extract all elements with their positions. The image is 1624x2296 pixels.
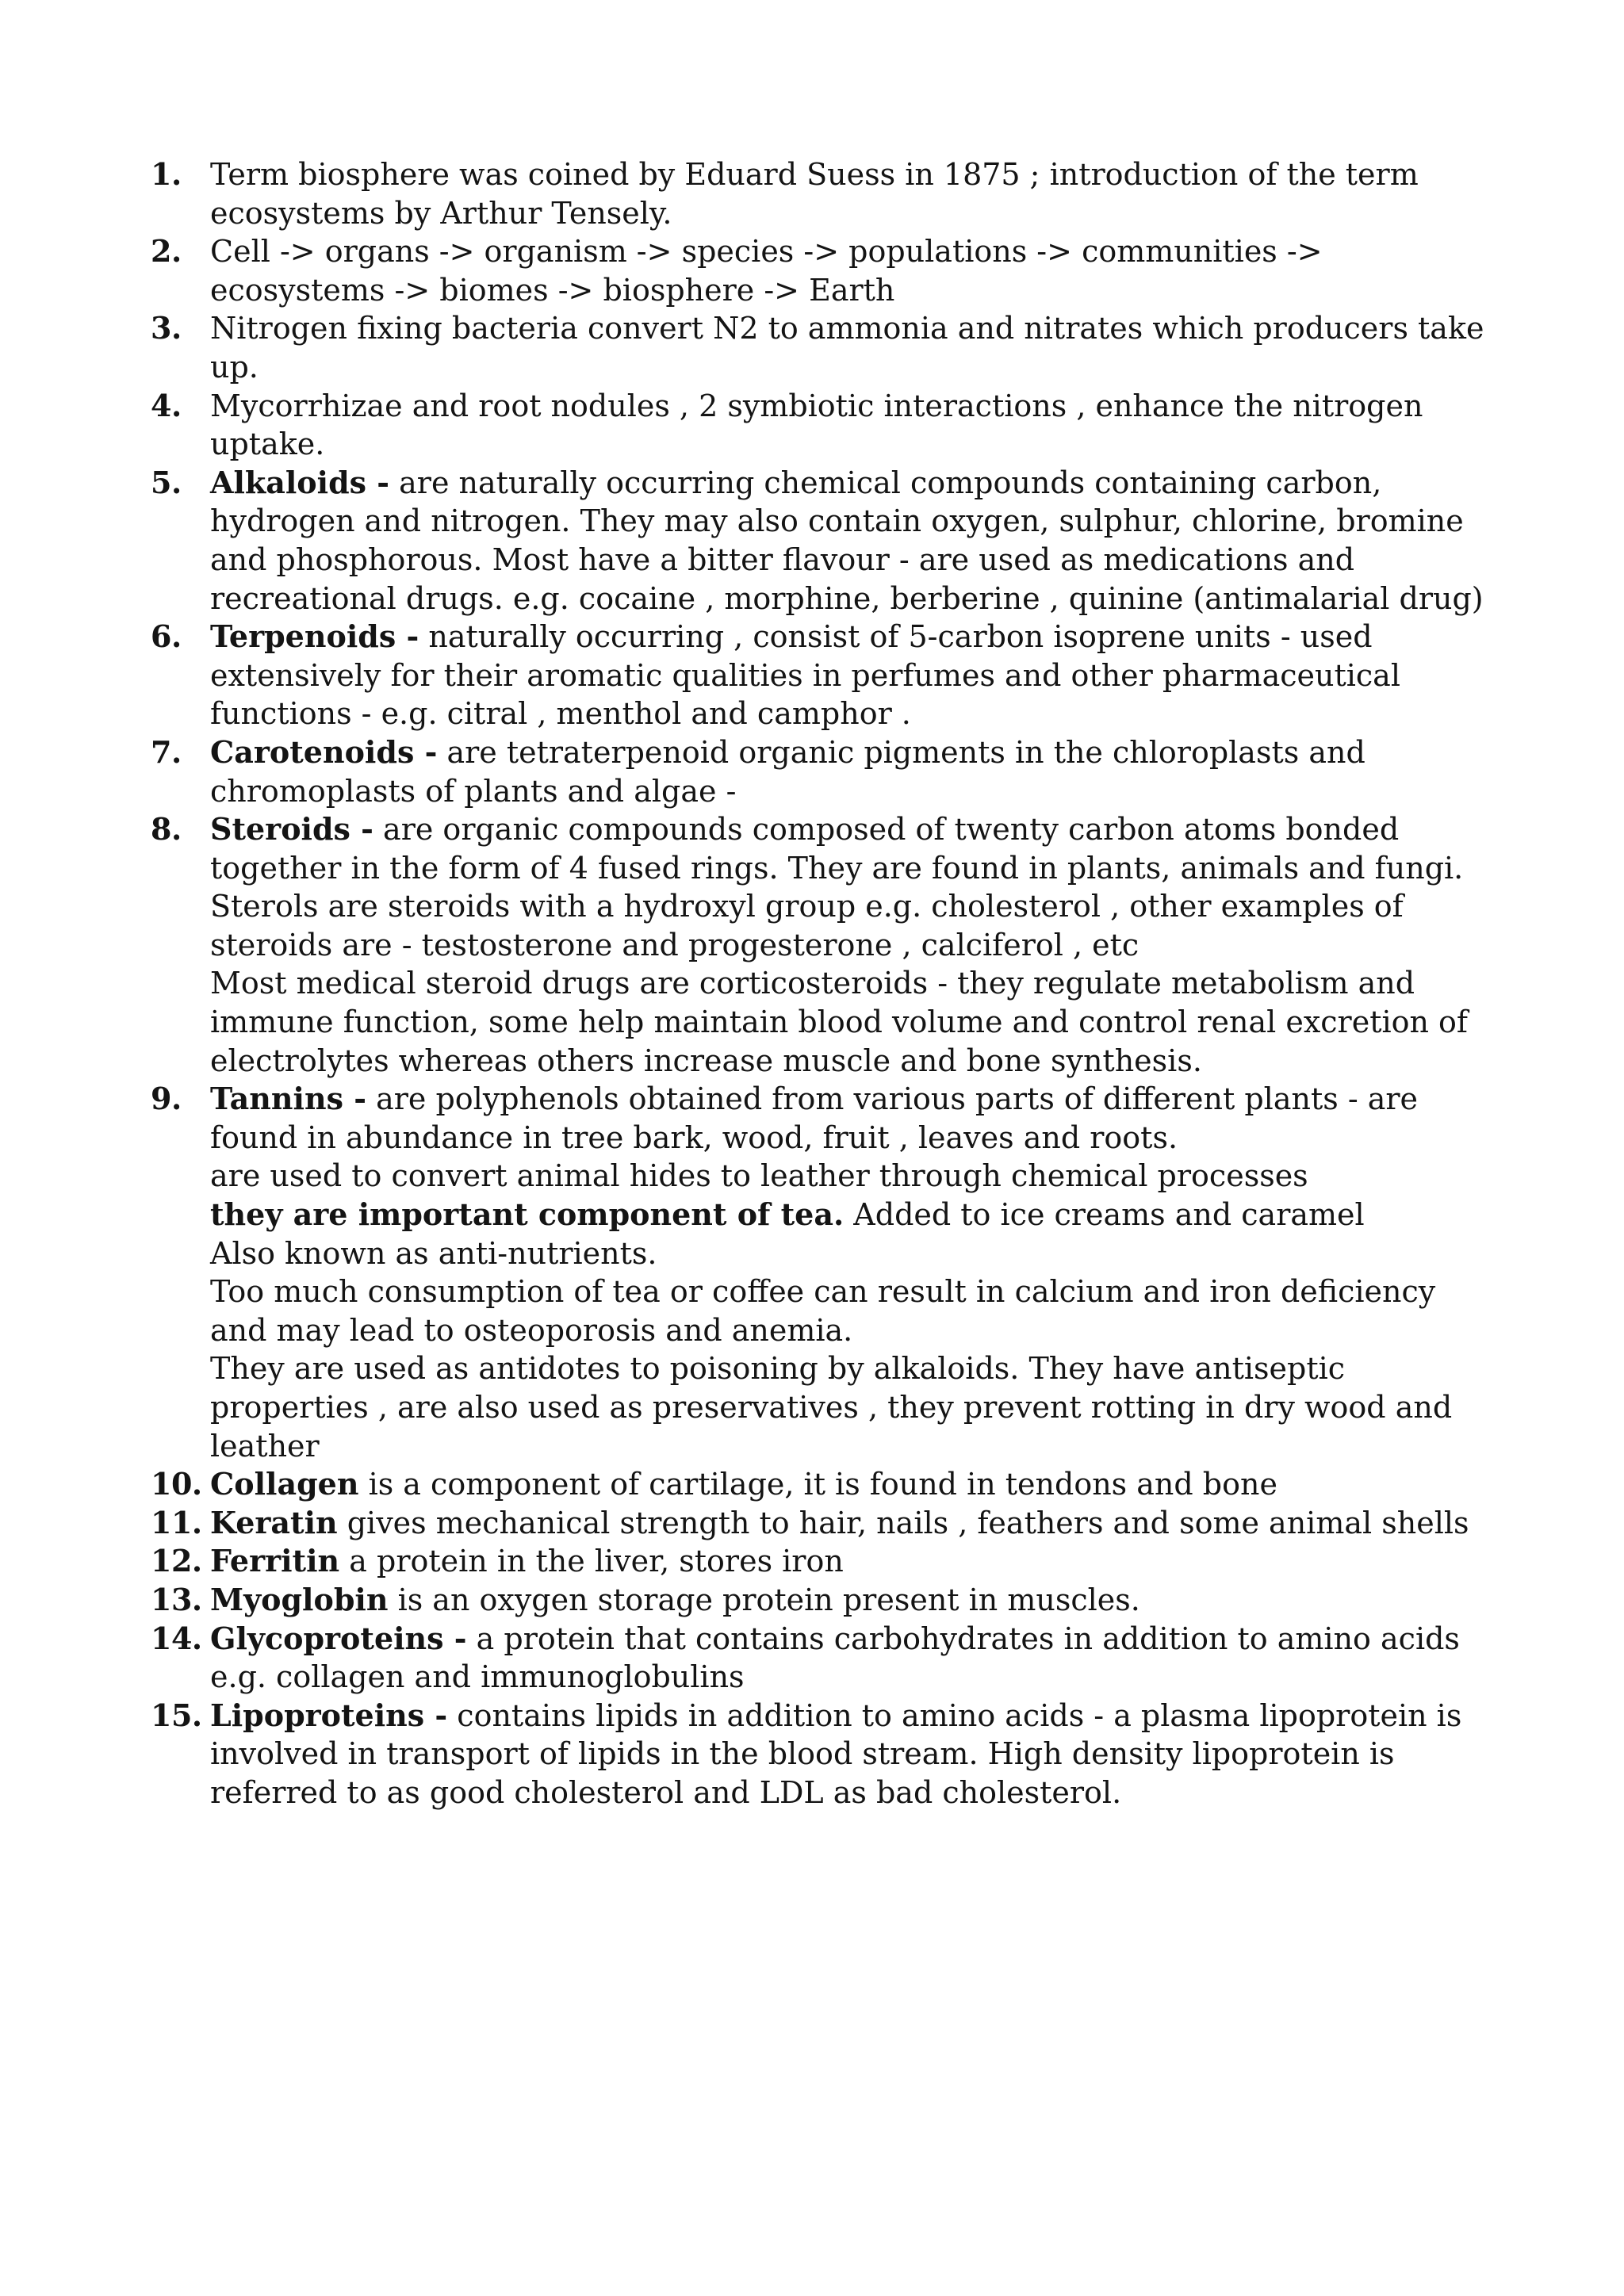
note-term: Tannins - xyxy=(210,1081,366,1117)
note-number: 7. xyxy=(151,733,182,770)
note-number: 14. xyxy=(151,1620,202,1656)
note-term: Glycoproteins - xyxy=(210,1620,467,1656)
note-number: 2. xyxy=(151,233,182,270)
note-term: Ferritin xyxy=(210,1543,340,1579)
note-number: 8. xyxy=(151,811,182,848)
note-term: Collagen xyxy=(210,1466,359,1502)
note-item-13 xyxy=(151,1581,1499,1620)
note-extra-line: Also known as anti-nutrients. xyxy=(210,1235,657,1271)
note-number: 10. xyxy=(151,1466,202,1502)
note-item-12 xyxy=(151,1542,1499,1581)
note-number: 1. xyxy=(151,156,182,192)
note-item-10 xyxy=(151,1465,1499,1504)
note-term: Terpenoids - xyxy=(210,618,419,655)
note-extra-line: They are used as antidotes to poisoning by alkaloids. They have antiseptic properties , are also used as preservatives , they prevent rotting in dry wood and leather xyxy=(210,1351,1453,1464)
note-number: 12. xyxy=(151,1543,202,1579)
note-emphasis: they are important component of tea. xyxy=(210,1196,845,1233)
note-text: are tetraterpenoid organic pigments in the chloroplasts and chromoplasts of plants and algae - xyxy=(210,734,1365,809)
note-text: are naturally occurring chemical compounds containing carbon, hydrogen and nitrogen. They may also contain oxygen, sulphur, chlorine, bromine and phosphorous. Most have a bitter flavour - are used as medications and recreational drugs. e.g. cocaine , morphine, berberine , quinine (antimalarial drug) xyxy=(210,465,1484,616)
note-term: Steroids - xyxy=(210,811,373,848)
note-text: Mycorrhizae and root nodules , 2 symbiotic interactions , enhance the nitrogen uptake. xyxy=(210,388,1423,462)
note-item-6 xyxy=(151,618,1499,733)
note-item-14 xyxy=(151,1620,1499,1697)
note-text: Term biosphere was coined by Eduard Suess in 1875 ; introduction of the term ecosystems by Arthur Tensely. xyxy=(210,157,1419,231)
note-item-15 xyxy=(151,1697,1499,1812)
note-text: gives mechanical strength to hair, nails , feathers and some animal shells xyxy=(347,1505,1469,1540)
note-number: 5. xyxy=(151,464,182,500)
note-text: are polyphenols obtained from various parts of different plants - are found in abundance in tree bark, wood, fruit , leaves and roots. xyxy=(210,1081,1419,1155)
note-text: a protein that contains carbohydrates in addition to amino acids e.g. collagen and immunoglobulins xyxy=(210,1621,1460,1695)
note-extra-line: Too much consumption of tea or coffee can result in calcium and iron deficiency and may lead to osteoporosis and anemia. xyxy=(210,1274,1436,1348)
note-text: is a component of cartilage, it is found in tendons and bone xyxy=(368,1467,1277,1502)
note-text: naturally occurring , consist of 5-carbon isoprene units - used extensively for their aromatic qualities in perfumes and other pharmaceutical functions - e.g. citral , menthol and camphor . xyxy=(210,619,1400,732)
note-extra-line: Sterols are steroids with a hydroxyl group e.g. cholesterol , other examples of steroids are - testosterone and progesterone , calciferol , etc xyxy=(210,889,1404,962)
note-extra-line: Most medical steroid drugs are corticosteroids - they regulate metabolism and immune function, some help maintain blood volume and control renal excretion of electrolytes whereas others increase muscle and bone synthesis. xyxy=(210,966,1468,1078)
note-extra-line: are used to convert animal hides to leather through chemical processes xyxy=(210,1158,1308,1194)
note-number: 3. xyxy=(151,310,182,346)
note-item-5 xyxy=(151,464,1499,618)
note-text: a protein in the liver, stores iron xyxy=(349,1544,844,1579)
note-item-8 xyxy=(151,810,1499,1080)
note-item-7 xyxy=(151,733,1499,810)
note-text: contains lipids in addition to amino acids - a plasma lipoprotein is involved in transport of lipids in the blood stream. High density lipoprotein is referred to as good cholesterol and LDL as bad cholesterol. xyxy=(210,1697,1462,1810)
note-term: Myoglobin xyxy=(210,1581,389,1617)
note-term: Keratin xyxy=(210,1504,338,1540)
note-number: 11. xyxy=(151,1504,202,1540)
note-term: Lipoproteins - xyxy=(210,1697,448,1733)
note-text: are organic compounds composed of twenty carbon atoms bonded together in the form of 4 fused rings. They are found in plants, animals and fungi. xyxy=(210,812,1464,886)
note-item-4 xyxy=(151,387,1499,464)
note-item-3 xyxy=(151,309,1499,386)
notes-list xyxy=(151,155,1499,1812)
note-number: 15. xyxy=(151,1697,202,1733)
note-emphasis-rest: Added to ice creams and caramel xyxy=(844,1197,1365,1233)
note-item-1 xyxy=(151,155,1499,232)
note-number: 6. xyxy=(151,618,182,655)
note-number: 9. xyxy=(151,1081,182,1117)
note-emphasis-line xyxy=(210,1196,1499,1234)
note-number: 4. xyxy=(151,387,182,423)
note-term: Alkaloids - xyxy=(210,464,390,500)
note-term: Carotenoids - xyxy=(210,733,438,770)
note-text: Nitrogen fixing bacteria convert N2 to ammonia and nitrates which producers take up. xyxy=(210,311,1484,385)
note-item-11 xyxy=(151,1504,1499,1543)
note-number: 13. xyxy=(151,1581,202,1617)
note-text: Cell -> organs -> organism -> species -> populations -> communities -> ecosystems -> biomes -> biosphere -> Earth xyxy=(210,234,1323,308)
note-item-2 xyxy=(151,232,1499,309)
note-text: is an oxygen storage protein present in muscles. xyxy=(397,1582,1140,1617)
note-item-9 xyxy=(151,1080,1499,1465)
